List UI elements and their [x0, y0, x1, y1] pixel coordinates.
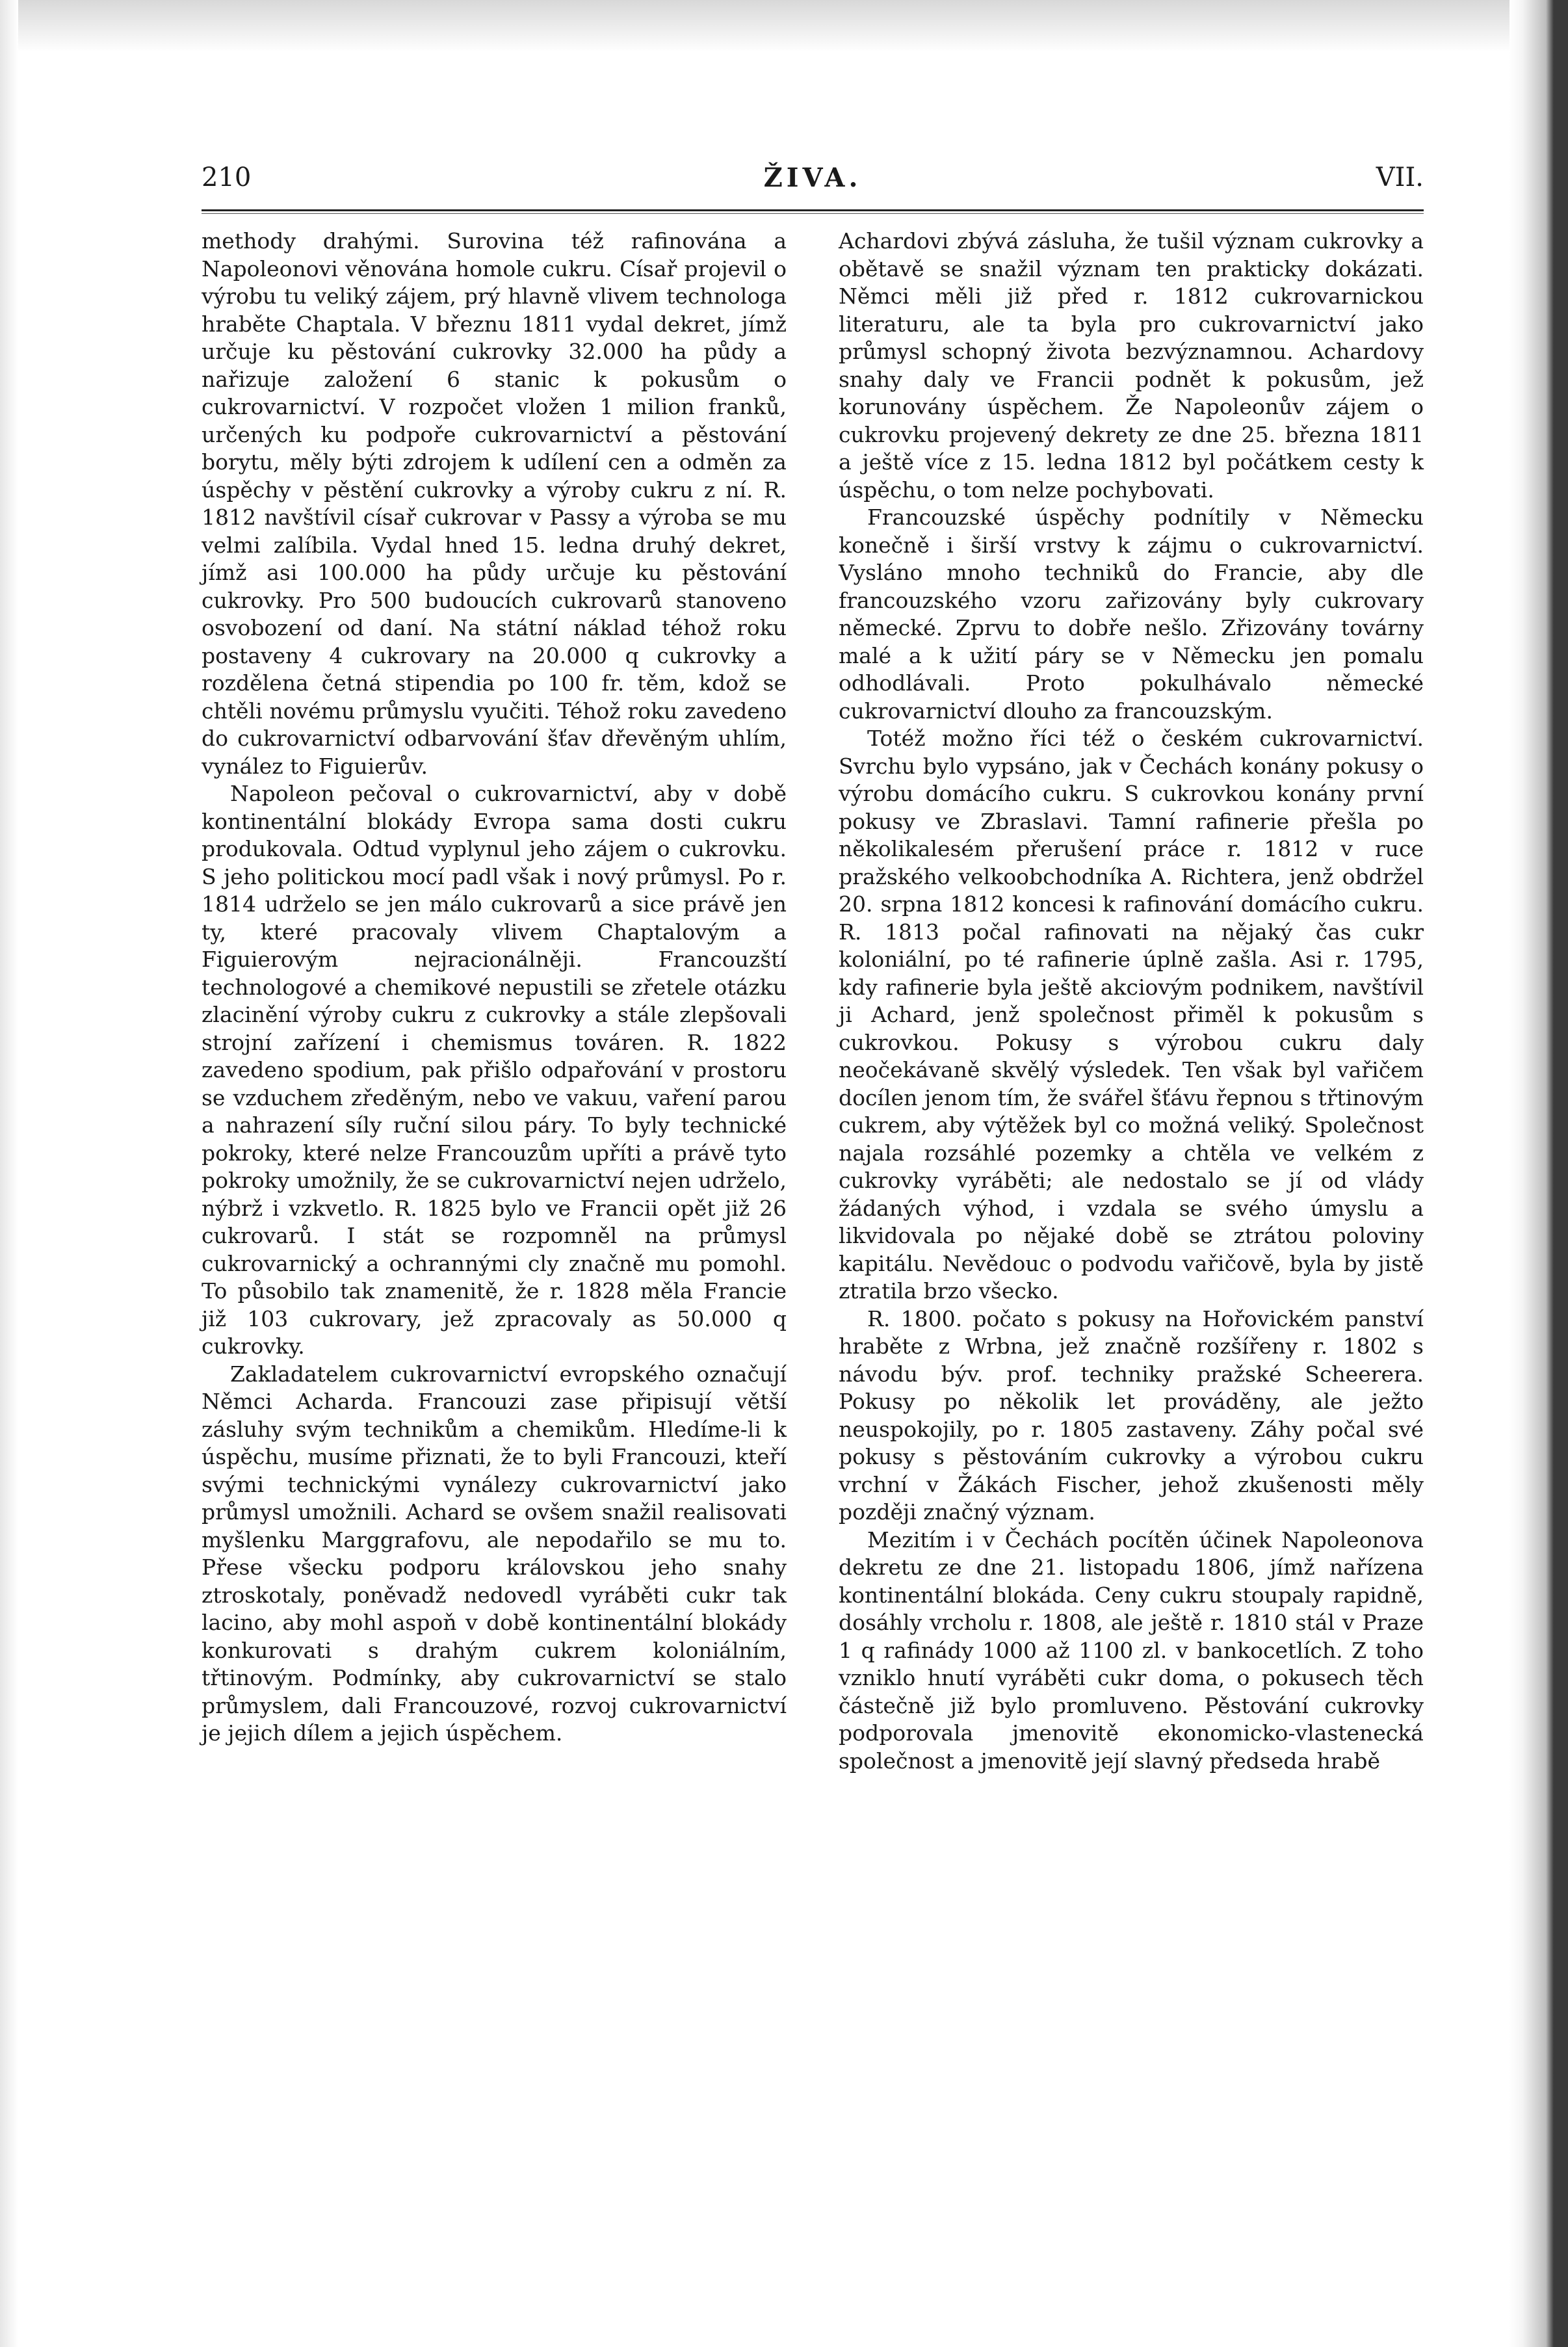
running-head: [202, 163, 1424, 203]
scan-edge-left: [0, 0, 18, 2347]
paragraph: R. 1800. počato s pokusy na Hořovickém panství hraběte z Wrbna, jež značně rozšířeny r. 1802 s návodu býv. prof. techniky pražské Scheerera. Pokusy po několik let prováděny, ale ježto neuspokojily, po r. 1805 zastaveny. Záhy počal své pokusy s pěstováním cukrovky a výrobou cukru vrchní v Žákách Fischer, jehož zkušenosti měly později značný význam.: [839, 1305, 1424, 1525]
paragraph: Totéž možno říci též o českém cukrovarnictví. Svrchu bylo vypsáno, jak v Čechách konány pokusy o výrobu domácího cukru. S cukrovkou konány první pokusy ve Zbraslavi. Tamní rafinerie přešla po několikalesém přerušení práce r. 1812 v ruce pražského velkoobchodníka A. Richtera, jenž obdržel 20. srpna 1812 koncesi k rafinování domácího cukru. R. 1813 počal rafinovati na nějaký čas cukr koloniální, po té rafinerie úplně zašla. Asi r. 1795, kdy rafinerie byla ještě akciovým podnikem, navštívil ji Achard, jenž společnost přiměl k pokusům s cukrovkou. Pokusy s výrobou cukru daly neočekávaně skvělý výsledek. Ten však byl vařičem docílen jenom tím, že svářel šťávu řepnou s třtinovým cukrem, aby výtěžek byl co možná veliký. Společnost najala rozsáhlé pozemky a chtěla ve velkém z cukrovky vyráběti; ale nedostalo se jí od vlády žádaných výhod, i vzdala se svého úmyslu a likvidovala po nějaké době se ztrátou poloviny kapitálu. Nevědouc o podvodu vařičově, byla by jistě ztratila brzo všecko.: [839, 726, 1424, 1304]
paragraph: Zakladatelem cukrovarnictví evropského označují Němci Acharda. Francouzi zase připisují větší zásluhy svým technikům a chemikům. Hledíme-li k úspěchu, musíme přiznati, že to byli Francouzi, kteří svými technickými vynálezy cukrovarnictví jako průmysl umožnili. Achard se ovšem snažil realisovati myšlenku Marggrafovu, ale nepodařilo se mu to. Přese všecku podporu královskou jeho snahy ztroskotaly, poněvadž nedovedl vyráběti cukr tak lacino, aby mohl aspoň v době kontinentální blokády konkurovati s drahým cukrem koloniálním, třtinovým. Podmínky, aby cukrovarnictví se stalo průmyslem, dali Francouzové, rozvoj cukrovarnictví je jejich dílem a jejich úspěchem.: [202, 1361, 787, 1746]
text-columns: [202, 228, 1424, 1775]
scan-edge-top: [0, 0, 1568, 52]
paragraph: Francouzské úspěchy podnítily v Německu konečně i širší vrstvy k zájmu o cukrovarnictví. Vysláno mnoho techniků do Francie, aby dle francouzského vzoru zařizovány byly cukrovary německé. Zprvu to dobře nešlo. Zřizovány továrny malé a k užití páry se v Německu jen pomalu odhodlávali. Proto pokulhávalo německé cukrovarnictví dlouho za francouzským.: [839, 505, 1424, 724]
paragraph: methody drahými. Surovina též rafinována a Napoleonovi věnována homole cukru. Císař projevil o výrobu tu veliký zájem, prý hlavně vlivem technologa hraběte Chaptala. V březnu 1811 vydal dekret, jímž určuje ku pěstování cukrovky 32.000 ha půdy a nařizuje založení 6 stanic k pokusům o cukrovarnictví. V rozpočet vložen 1 milion franků, určených ku podpoře cukrovarnictví a pěstování borytu, měly býti zdrojem k udílení cen a odměn za úspěchy v pěstění cukrovky a výroby cukru z ní. R. 1812 navštívil císař cukrovar v Passy a výroba se mu velmi zalíbila. Vydal hned 15. ledna druhý dekret, jímž asi 100.000 ha půdy určuje ku pěstování cukrovky. Pro 500 budoucích cukrovarů stanoveno osvobození od daní. Na státní náklad téhož roku postaveny 4 cukrovary na 20.000 q cukrovky a rozdělena četná stipendia po 100 fr. těm, kdož se chtěli novému průmyslu vyučiti. Téhož roku zavedeno do cukrovarnictví odbarvování šťav dřevěným uhlím, vynález to Figuierův.: [202, 228, 787, 779]
paragraph: Napoleon pečoval o cukrovarnictví, aby v době kontinentální blokády Evropa sama dosti cukru produkovala. Odtud vyplynul jeho zájem o cukrovku. S jeho politickou mocí padl však i nový průmysl. Po r. 1814 udrželo se jen málo cukrovarů a sice právě jen ty, které pracovaly vlivem Chaptalovým a Figuierovým nejracionálněji. Francouzští technologové a chemikové nepustili se zřetele otázku zlacinění výroby cukru z cukrovky a stále zlepšovali strojní zařízení i chemismus továren. R. 1822 zavedeno spodium, pak přišlo odpařování v prostoru se vzduchem zředěným, nebo ve vakuu, vaření parou a nahrazení síly ruční silou páry. To byly technické pokroky, které nelze Francouzům upříti a právě tyto pokroky umožnily, že se cukrovarnictví nejen udrželo, nýbrž i vzkvetlo. R. 1825 bylo ve Francii opět již 26 cukrovarů. I stát se rozpomněl na průmysl cukrovarnický a ochrannými cly značně mu pomohl. To působilo tak znamenitě, že r. 1828 měla Francie již 103 cukrovary, jež zpracovaly as 50.000 q cukrovky.: [202, 781, 787, 1359]
page: [202, 163, 1424, 2113]
left-column: [202, 228, 787, 1775]
right-column: [839, 228, 1424, 1775]
scan-edge-right: [1509, 0, 1568, 2347]
paragraph: Achardovi zbývá zásluha, že tušil význam cukrovky a obětavě se snažil význam ten prakticky dokázati. Němci měli již před r. 1812 cukrovarnickou literaturu, ale ta byla pro cukrovarnictví jako průmysl schopný života bezvýznamnou. Achardovy snahy daly ve Francii podnět k pokusům, jež korunovány úspěchem. Že Napoleonův zájem o cukrovku projevený dekrety ze dne 25. března 1811 a ještě více z 15. ledna 1812 byl počátkem cesty k úspěchu, o tom nelze pochybovati.: [839, 228, 1424, 503]
paragraph: Mezitím i v Čechách pocítěn účinek Napoleonova dekretu ze dne 21. listopadu 1806, jímž nařízena kontinentální blokáda. Ceny cukru stoupaly rapidně, dosáhly vrcholu r. 1808, ale ještě r. 1810 stál v Praze 1 q rafinády 1000 až 1100 zl. v bankocetlích. Z toho vzniklo hnutí vyráběti cukr doma, o pokusech těch částečně již bylo promluveno. Pěstování cukrovky podporovala jmenovitě ekonomicko-vlastenecká společnost a jmenovitě její slavný předseda hrabě: [839, 1527, 1424, 1774]
page-number: 210: [202, 163, 252, 192]
journal-title: ŽIVA.: [763, 163, 862, 193]
volume-number: VII.: [1376, 163, 1424, 192]
header-rule: [202, 209, 1424, 214]
